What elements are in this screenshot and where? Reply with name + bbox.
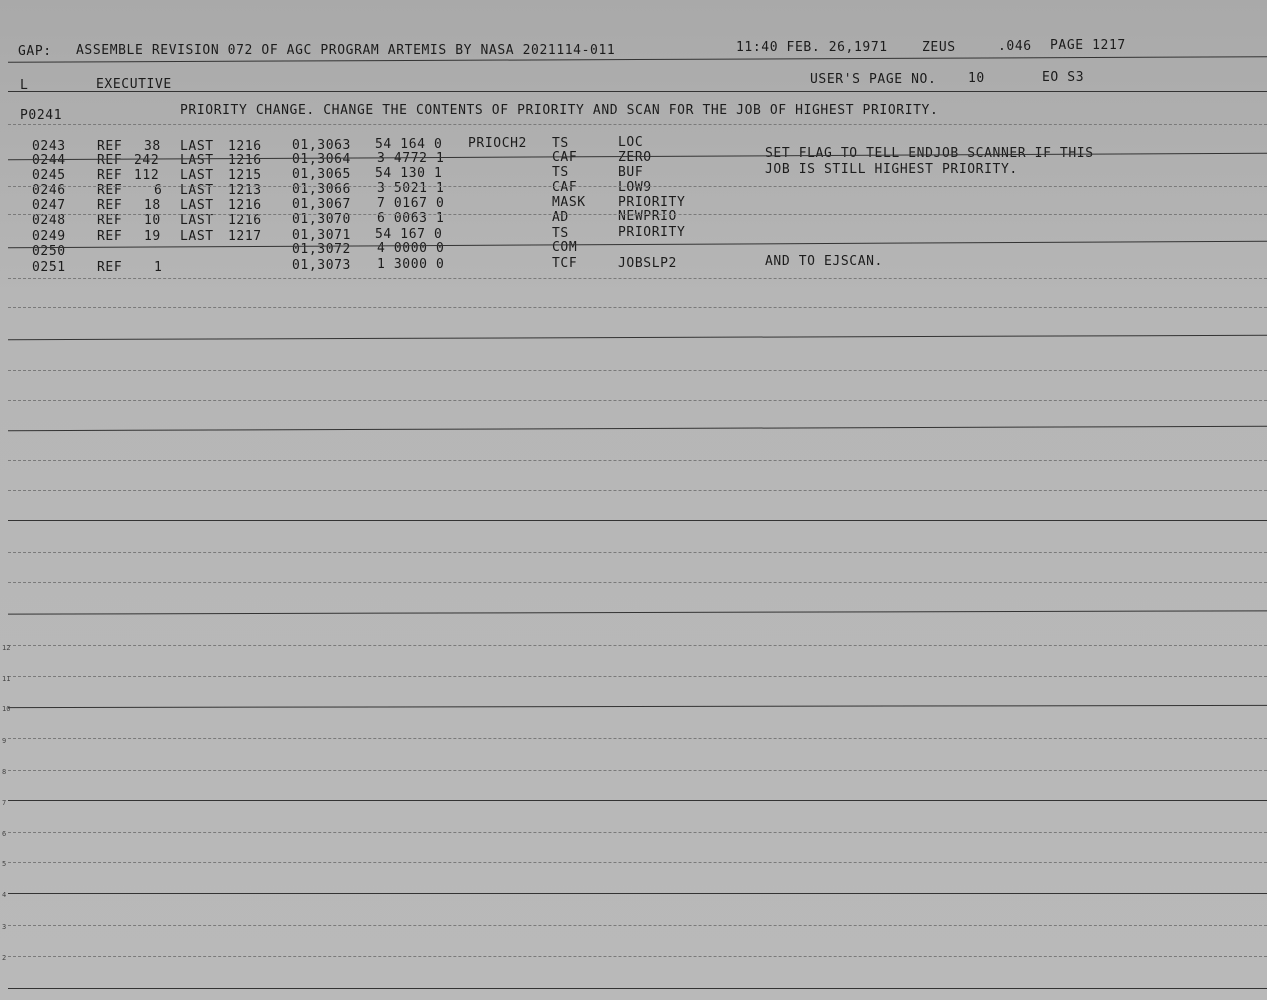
line-number: 0244	[32, 153, 66, 168]
margin-number: 12	[2, 644, 11, 652]
ref-label: REF	[97, 153, 123, 168]
ref-label: REF	[97, 229, 123, 244]
eo-label: EO S3	[1042, 70, 1085, 85]
ref-count: 18	[144, 198, 161, 213]
line-number: 0248	[32, 213, 66, 228]
paper-rule	[8, 124, 1267, 125]
margin-number: 2	[2, 954, 7, 962]
octal-word: 54 164 0	[375, 137, 443, 152]
margin-number: 9	[2, 737, 7, 745]
ref-count: 10	[144, 213, 161, 228]
margin-number: 8	[2, 768, 7, 776]
address: 01,3064	[292, 152, 351, 167]
last-page: 1215	[228, 168, 262, 183]
paper-rule	[8, 988, 1267, 989]
paper-rule	[8, 214, 1267, 215]
opcode: TCF	[552, 256, 578, 271]
opcode: TS	[552, 165, 569, 180]
paper-rule	[8, 770, 1267, 771]
paper-rule	[8, 582, 1267, 583]
paper-rule	[8, 307, 1267, 308]
ref-label: REF	[97, 183, 123, 198]
line-number: 0247	[32, 198, 66, 213]
paper-rule	[8, 335, 1267, 340]
line-number: 0249	[32, 229, 66, 244]
ref-count: 19	[144, 229, 161, 244]
ref-label: REF	[97, 213, 123, 228]
paper-rule	[8, 705, 1267, 708]
section-title: EXECUTIVE	[96, 77, 172, 92]
comment: JOB IS STILL HIGHEST PRIORITY.	[765, 162, 1018, 177]
listing-flag: L	[20, 78, 29, 93]
margin-number: 3	[2, 923, 7, 931]
octal-word: 7 0167 0	[377, 196, 445, 211]
last-label: LAST	[180, 198, 214, 213]
comment: SET FLAG TO TELL ENDJOB SCANNER IF THIS	[765, 146, 1094, 161]
opcode: CAF	[552, 180, 578, 195]
ref-label: REF	[97, 139, 123, 154]
ref-label: REF	[97, 168, 123, 183]
operand: LOC	[618, 135, 644, 150]
opcode: COM	[552, 240, 578, 255]
ref-count: 1	[154, 260, 163, 275]
operand: PRIORITY	[618, 195, 686, 210]
paper-rule	[8, 91, 1267, 92]
last-page: 1216	[228, 153, 262, 168]
paper-rule	[8, 278, 1267, 279]
last-page: 1216	[228, 198, 262, 213]
margin-number: 4	[2, 891, 7, 899]
octal-word: 3 4772 1	[377, 151, 445, 166]
gap-label: GAP:	[18, 44, 52, 59]
assembly-title: ASSEMBLE REVISION 072 OF AGC PROGRAM ARTEMIS BY NASA 2021114-011	[76, 43, 616, 58]
octal-word: 54 167 0	[375, 227, 443, 242]
margin-number: 10	[2, 705, 11, 713]
ref-count: 38	[144, 139, 161, 154]
address: 01,3071	[292, 228, 351, 243]
paper-rule	[8, 800, 1267, 801]
paper-rule	[8, 832, 1267, 833]
margin-number: 6	[2, 830, 7, 838]
paper-rule	[8, 426, 1267, 431]
margin-number: 7	[2, 799, 7, 807]
run-number: .046	[998, 39, 1032, 54]
address: 01,3066	[292, 182, 351, 197]
paper-rule	[8, 460, 1267, 461]
address: 01,3072	[292, 242, 351, 257]
margin-number: 11	[2, 675, 11, 683]
line-number: 0251	[32, 260, 66, 275]
print-time: 11:40 FEB. 26,1971	[736, 40, 888, 55]
octal-word: 1 3000 0	[377, 257, 445, 272]
last-page: 1217	[228, 229, 262, 244]
paper-rule	[8, 925, 1267, 926]
paper-rule	[8, 610, 1267, 614]
address: 01,3067	[292, 197, 351, 212]
line-number: 0245	[32, 168, 66, 183]
paper-rule	[8, 400, 1267, 401]
octal-word: 3 5021 1	[377, 181, 445, 196]
paper-rule	[8, 956, 1267, 957]
last-page: 1213	[228, 183, 262, 198]
paper-rule	[8, 520, 1267, 521]
ref-count: 6	[154, 183, 163, 198]
paper-rule	[8, 738, 1267, 739]
octal-word: 54 130 1	[375, 166, 443, 181]
address: 01,3070	[292, 212, 351, 227]
address: 01,3065	[292, 167, 351, 182]
address: 01,3073	[292, 258, 351, 273]
paper-rule	[8, 370, 1267, 371]
last-page: 1216	[228, 139, 262, 154]
line-number: 0246	[32, 183, 66, 198]
operand: ZERO	[618, 150, 652, 165]
opcode: TS	[552, 136, 569, 151]
comment-line-number: P0241	[20, 108, 63, 123]
paper-rule	[8, 862, 1267, 863]
label: PRIOCH2	[468, 136, 527, 151]
last-label: LAST	[180, 153, 214, 168]
ref-count: 112	[134, 168, 160, 183]
comment-line-text: PRIORITY CHANGE. CHANGE THE CONTENTS OF PRIORITY AND SCAN FOR THE JOB OF HIGHEST PRIORITY.	[180, 103, 939, 118]
paper-rule	[8, 645, 1267, 646]
operand: JOBSLP2	[618, 256, 677, 271]
last-label: LAST	[180, 183, 214, 198]
paper-rule	[8, 676, 1267, 677]
operand: NEWPRIO	[618, 209, 677, 224]
users-page-label: USER'S PAGE NO.	[810, 72, 937, 87]
operand: PRIORITY	[618, 225, 686, 240]
comment: AND TO EJSCAN.	[765, 254, 883, 269]
paper-rule	[8, 893, 1267, 894]
opcode: CAF	[552, 150, 578, 165]
line-number: 0243	[32, 139, 66, 154]
ref-label: REF	[97, 260, 123, 275]
ref-label: REF	[97, 198, 123, 213]
opcode: AD	[552, 210, 569, 225]
paper-rule	[8, 490, 1267, 491]
page-number: PAGE 1217	[1050, 38, 1126, 53]
last-label: LAST	[180, 229, 214, 244]
operand: LOW9	[618, 180, 652, 195]
last-label: LAST	[180, 139, 214, 154]
last-page: 1216	[228, 213, 262, 228]
margin-number: 5	[2, 860, 7, 868]
paper-rule	[8, 552, 1267, 553]
last-label: LAST	[180, 168, 214, 183]
machine-name: ZEUS	[922, 40, 956, 55]
octal-word: 6 0063 1	[377, 211, 445, 226]
octal-word: 4 0000 0	[377, 241, 445, 256]
operand: BUF	[618, 165, 644, 180]
line-number: 0250	[32, 244, 66, 259]
ref-count: 242	[134, 153, 160, 168]
opcode: TS	[552, 226, 569, 241]
address: 01,3063	[292, 138, 351, 153]
opcode: MASK	[552, 195, 586, 210]
paper-rule	[8, 186, 1267, 187]
users-page-number: 10	[968, 71, 985, 86]
last-label: LAST	[180, 213, 214, 228]
